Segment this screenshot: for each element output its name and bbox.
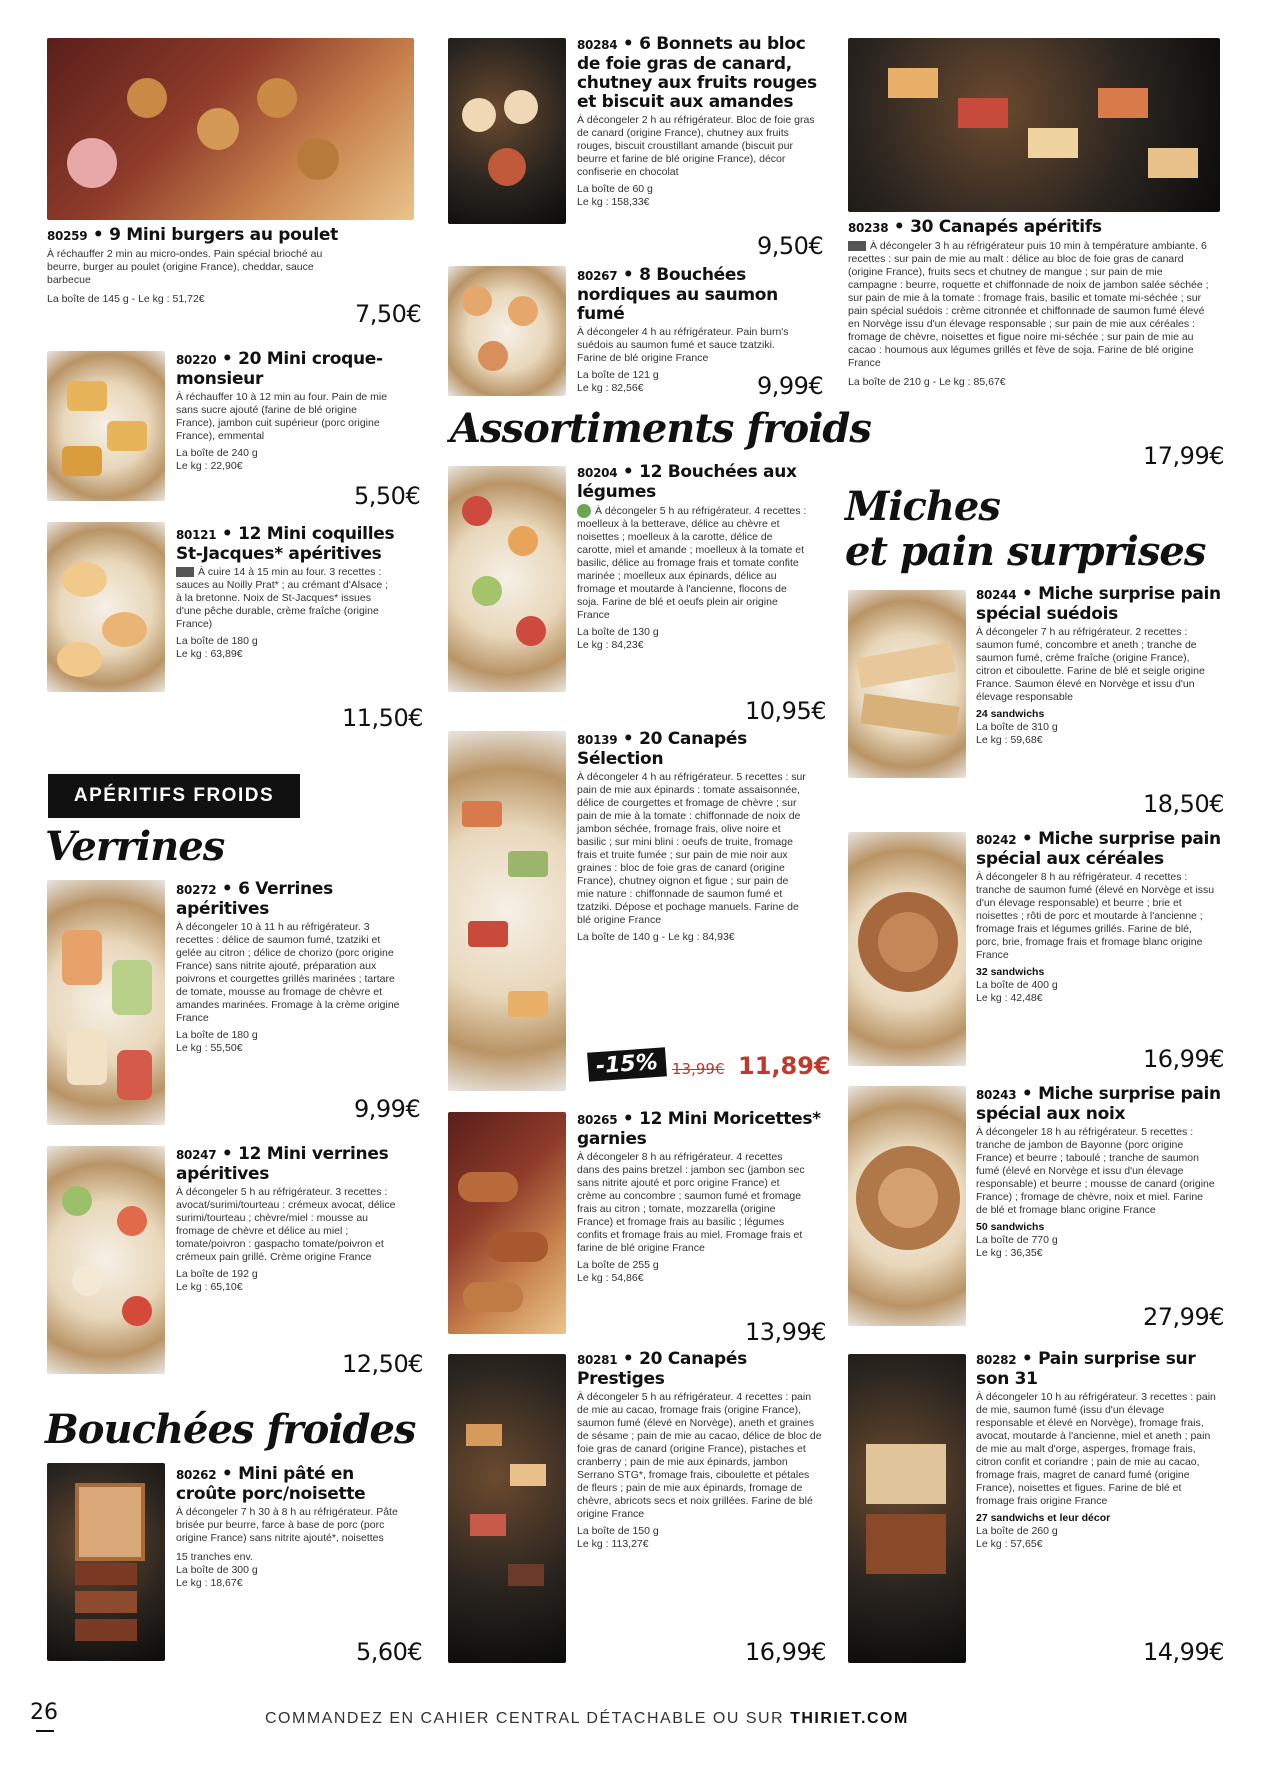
product-code: 80267 [577,269,618,283]
product-80262: 80262 • Mini pâté en croûte porc/noisette À décongeler 7 h 30 à 8 h au réfrigérateur. Pâte brisée pur beurre, farce à base de porc (porc origine France) sans nitrite ajouté*, noisettes 15 tranches env. La boîte de 300 g Le kg : 18,67€ [176,1465,416,1590]
product-weight: La boîte de 255 g [577,1259,659,1271]
product-description: À décongeler 4 h au réfrigérateur. 5 recettes : sur pain de mie aux épinards : tomate assaisonnée, délice de courgettes et fromage de chèvre ; sur pain de mie à la tomate : chiffonnade de noix de jambon séchée, fromage frais, olive noire et basilic ; sur mini blini : oeufs de truite, fromage frais et truite fumée ; sur pain de mie noir aux graines : bloc de foie gras de canard (origine France), chutney oignon et figue ; sur pain de mie nature : chiffonnade de saumon fumé et tzatziki. Dépose et pochage manuels. Farine de blé origine France [577,771,806,926]
product-code: 80259 [47,229,88,243]
product-title: 30 Canapés apéritifs [910,217,1102,237]
product-weight: La boîte de 150 g [577,1525,659,1537]
product-80284: 80284 • 6 Bonnets au bloc de foie gras de canard, chutney aux fruits rouges et biscuit aux amandes À décongeler 2 h au réfrigérateur. Bloc de foie gras de canard (origine France), chutney aux fruits rouges, biscuit croustillant amande (biscuit pur beurre et farine de blé origine France), décor confiserie en chocolat La boîte de 60 g Le kg : 158,33€ [577,35,822,209]
product-weight-kg: Le kg : 22,90€ [176,460,243,472]
moricettes-photo [448,1112,566,1334]
product-description: À réchauffer 10 à 12 min au four. Pain de mie sans sucre ajouté (farine de blé origine France), jambon cuit supérieur (porc origine France), emmental [176,391,388,442]
product-description: À décongeler 3 h au réfrigérateur puis 10 min à température ambiante. 6 recettes : sur pain de mie au malt : délice au bloc de foie gras de canard (origine France), fruits secs et chutney de mangue ; sur pain de mie campagne : beurre, roquette et chiffonnade de noix de jambon salée séchée ; sur pain de mie à la tomate : fromage frais, basilic et tomate mi-séchée ; sur pain spécial suédois : crème citronnée et chiffonnade de saumon fumé élevé en Norvège issu d'un élevage responsable ; sur pain de mie aux céréales : fromage de chèvre, noisettes et figue noire mi-séchée ; sur pain de mie au cacao : houmous aux légumes grillés et fève de soja. Farine de blé origine France [848,240,1209,369]
section-title-verrines: Verrines [45,823,225,870]
product-code: 80139 [577,733,618,747]
product-weight: La boîte de 300 g [176,1564,258,1576]
product-description: À décongeler 4 h au réfrigérateur. Pain burn's suédois au saumon fumé et sauce tzatziki. Farine de blé origine France [577,326,789,364]
product-price: 14,99€ [1143,1638,1224,1666]
product-code: 80247 [176,1148,217,1162]
product-weight-kg: Le kg : 59,68€ [976,734,1043,746]
product-description: À décongeler 10 à 11 h au réfrigérateur. 3 recettes : délice de saumon fumé, tzatziki et gelée au citron ; délice de chorizo (porc origine France) sans nitrite ajouté, préparation aux poivrons et courgettes grillés marinées ; tartare de tomate, mousse au fromage de chèvre et amandes marinées. Fromage à la crème origine France [176,921,400,1024]
fish-icon [848,241,866,251]
product-description: À décongeler 2 h au réfrigérateur. Bloc de foie gras de canard (origine France), chutney aux fruits rouges, biscuit croustillant amande (biscuit pur beurre et farine de blé origine France), décor confiserie en chocolat [577,114,815,178]
product-weight-kg: Le kg : 82,56€ [577,382,644,394]
product-code: 80284 [577,38,618,52]
product-code: 80244 [976,588,1017,602]
product-weight-kg: Le kg : 65,10€ [176,1281,243,1293]
product-weight: La boîte de 180 g [176,1029,258,1041]
section-title-miches: Miches [845,483,1000,530]
sandwich-count: 24 sandwichs [976,708,1045,720]
product-title: 6 Bonnets au bloc de foie gras de canard, chutney aux fruits rouges et biscuit aux amandes [577,34,817,112]
product-description: À décongeler 7 h 30 à 8 h au réfrigérateur. Pâte brisée pur beurre, farce à base de porc (porc origine France) sans nitrite ajouté*, noisettes [176,1506,398,1544]
product-description: À décongeler 5 h au réfrigérateur. 3 recettes : avocat/surimi/tourteau : crémeux avocat, délice surimi/tourteau ; chèvre/miel : mousse au fromage de chèvre et délice au miel ; tomate/poivron : gaspacho tomate/poivron et crémeux pain grillé. Crème origine France [176,1186,396,1263]
product-80220: 80220 • 20 Mini croque-monsieur À réchauffer 10 à 12 min au four. Pain de mie sans sucre ajouté (farine de blé origine France), jambon cuit supérieur (porc origine France), emmental La boîte de 240 g Le kg : 22,90€ [176,350,416,473]
product-title: 20 Canapés Prestiges [577,1349,747,1389]
old-price: 13,99€ [672,1060,725,1078]
product-title: 12 Mini Moricettes* garnies [577,1109,821,1149]
product-80265: 80265 • 12 Mini Moricettes* garnies À décongeler 8 h au réfrigérateur. 4 recettes dans des pains bretzel : jambon sec (jambon sec sans nitrite ajouté et porc origine France) et crème au concombre ; saumon fumé et fromage frais au citron ; tomate, mozzarella (origine France) et fromage frais au basilic ; légumes confits et fromage frais au miel. Fromage frais et farine de blé origine France La boîte de 255 g Le kg : 54,86€ [577,1109,821,1284]
product-weight: La boîte de 145 g - Le kg : 51,72€ [47,293,205,305]
product-description: À décongeler 7 h au réfrigérateur. 2 recettes : saumon fumé, concombre et aneth ; tranche de saumon fumé, crème fraîche (origine France), citron et ciboulette. Farine de blé et seigle origine France. Saumon élevé en Norvège et issu d'un élevage responsable [976,626,1205,703]
footer-order-text: COMMANDEZ EN CAHIER CENTRAL DÉTACHABLE OU SUR [265,1710,791,1727]
product-price: 9,99€ [757,372,824,400]
product-description: À cuire 14 à 15 min au four. 3 recettes : sauces au Noilly Prat* ; au crémant d'Alsace ; à la bretonne. Noix de St-Jacques* issues d'une pêche durable, crème fraîche (origine France) [176,566,389,630]
product-price: 11,89€ [738,1052,831,1080]
product-title: 12 Mini verrines apéritives [176,1144,389,1184]
footer-text [265,1710,909,1728]
canapes-selection-photo [448,731,566,1091]
bouchees-saumon-photo [448,266,566,396]
fishing-boat-icon [176,567,194,577]
product-price: 12,50€ [342,1350,423,1378]
verrines-photo [47,880,165,1125]
product-description: À décongeler 8 h au réfrigérateur. 4 recettes dans des pains bretzel : jambon sec (jambon sec sans nitrite ajouté et porc origine France) et crème au concombre ; saumon fumé et fromage frais au citron ; tomate, mozzarella (origine France) et fromage frais au basilic ; légumes confits et fromage frais au miel. Fromage frais et farine de blé origine France [577,1151,805,1254]
product-code: 80243 [976,1088,1017,1102]
mini-burgers-photo [47,38,414,220]
product-weight-kg: Le kg : 84,23€ [577,639,644,651]
product-80121: 80121 • 12 Mini coquilles St-Jacques* apéritives À cuire 14 à 15 min au four. 3 recettes : sauces au Noilly Prat* ; au crémant d'Alsace ; à la bretonne. Noix de St-Jacques* issues d'une pêche durable, crème fraîche (origine France) La boîte de 180 g Le kg : 63,89€ [176,525,416,661]
product-price: 11,50€ [342,704,423,732]
product-weight-kg: Le kg : 18,67€ [176,1577,243,1589]
product-weight-kg: Le kg : 158,33€ [577,196,650,208]
product-title: Miche surprise pain spécial suédois [976,584,1221,624]
product-title: 12 Mini coquilles St-Jacques* apéritives [176,524,395,564]
bonnets-foie-gras-photo [448,38,566,224]
product-code: 80220 [176,353,217,367]
product-code: 80242 [976,833,1017,847]
product-description: À réchauffer 2 min au micro-ondes. Pain spécial brioché au beurre, burger au poulet (origine France), cheddar, sauce barbecue [47,248,323,286]
product-weight: La boîte de 60 g [577,183,653,195]
product-price: 9,50€ [757,232,824,260]
product-title: Miche surprise pain spécial aux noix [976,1084,1221,1124]
product-weight: La boîte de 130 g [577,626,659,638]
product-code: 80204 [577,466,618,480]
product-weight: La boîte de 121 g [577,369,659,381]
product-weight: La boîte de 240 g [176,447,258,459]
sandwich-count: 50 sandwichs [976,1221,1045,1233]
product-title: 20 Canapés Sélection [577,729,747,769]
product-80204: 80204 • 12 Bouchées aux légumes À décongeler 5 h au réfrigérateur. 4 recettes : moelleux à la betterave, délice au chèvre et noisettes ; moelleux à la carotte, délice de carotte, miel et amande ; moelleux à la tomate et basilic, délice au fromage frais et tomate confite marinée ; moelleux aux épinards, délice au fromage et moutarde à l'ancienne, flocons de soja. Farine de blé et oeufs plein air origine France La boîte de 130 g Le kg : 84,23€ [577,463,822,652]
product-title: Pain surprise sur son 31 [976,1349,1196,1389]
product-code: 80121 [176,528,217,542]
product-weight-kg: Le kg : 57,65€ [976,1538,1043,1550]
section-banner-aperitifs-froids: APÉRITIFS FROIDS [48,774,300,818]
product-price: 13,99€ [745,1318,826,1346]
product-title: 9 Mini burgers au poulet [109,225,338,245]
product-weight-kg: Le kg : 54,86€ [577,1272,644,1284]
product-price: 18,50€ [1143,790,1224,818]
product-title: 8 Bouchées nordiques au saumon fumé [577,265,778,324]
page-number-underline [36,1730,54,1732]
coquilles-photo [47,522,165,692]
product-weight-kg: Le kg : 36,35€ [976,1247,1043,1259]
product-description: À décongeler 10 h au réfrigérateur. 3 recettes : pain de mie, saumon fumé (issu d'un élevage responsable et élevé en Norvège), fromage frais, avocat, moutarde à l'ancienne, miel et aneth ; pain de mie au malt d'orge, asperges, fromage frais, citron confit et coriandre ; pain de mie au cacao, fromage frais, magret de canard fumé (origine France), noisettes et figues. Farine de blé et fromage frais origine France [976,1391,1216,1507]
product-80281: 80281 • 20 Canapés Prestiges À décongeler 5 h au réfrigérateur. 4 recettes : pain de mie au cacao, fromage frais (origine France), saumon fumé (élevé en Norvège), aneth et graines de sésame ; pain de mie au cacao, délice de bloc de foie gras de canard (origine France), pistaches et cranberry ; pain de mie aux épinards, jambon Serrano STG*, fromage frais, ciboulette et pétales de fleurs ; pain de mie aux épinards, fromage de chèvre, abricots secs et noix grillées. Farine de blé origine France La boîte de 150 g Le kg : 113,27€ [577,1349,822,1550]
product-price: 17,99€ [1143,442,1224,470]
product-80139: 80139 • 20 Canapés Sélection À décongeler 4 h au réfrigérateur. 5 recettes : sur pain de mie aux épinards : tomate assaisonnée, délice de courgettes et fromage de chèvre ; sur pain de mie à la tomate : chiffonnade de noix de jambon séchée, fromage frais, olive noire et basilic ; sur mini blini : oeufs de truite, fromage frais et truite fumée ; sur pain de mie noir aux graines : bloc de foie gras de canard (origine France), chutney oignon et figue ; sur pain de mie nature : chiffonnade de saumon fumé et tzatziki. Dépose et pochage manuels. Farine de blé origine France La boîte de 140 g - Le kg : 84,93€ [577,730,822,944]
product-code: 80262 [176,1468,217,1482]
product-weight: La boîte de 310 g [976,721,1058,733]
product-80259: 80259 • 9 Mini burgers au poulet À réchauffer 2 min au micro-ondes. Pain spécial brioché au beurre, burger au poulet (origine France), cheddar, sauce barbecue La boîte de 145 g - Le kg : 51,72€ [47,226,417,306]
product-weight-kg: Le kg : 63,89€ [176,648,243,660]
product-weight: La boîte de 140 g - Le kg : 84,93€ [577,931,735,943]
product-80282: 80282 • Pain surprise sur son 31 À décongeler 10 h au réfrigérateur. 3 recettes : pain de mie, saumon fumé (issu d'un élevage responsable et élevé en Norvège), fromage frais, avocat, moutarde à l'ancienne, miel et aneth ; pain de mie au malt d'orge, asperges, fromage frais, citron confit et coriandre ; pain de mie au cacao, fromage frais, magret de canard fumé (origine France), noisettes et figues. Farine de blé et fromage frais origine France 27 sandwichs et leur décor La boîte de 260 g Le kg : 57,65€ [976,1350,1221,1551]
vegetarian-badge-icon [577,504,591,518]
section-title-assortiments-froids: Assortiments froids [450,405,871,452]
product-price: 5,60€ [356,1638,423,1666]
sandwich-count: 27 sandwichs et leur décor [976,1512,1111,1524]
product-price: 7,50€ [355,300,422,328]
product-code: 80281 [577,1353,618,1367]
product-price: 10,95€ [745,697,826,725]
product-80238: 80238 • 30 Canapés apéritifs À décongeler 3 h au réfrigérateur puis 10 min à température ambiante. 6 recettes : sur pain de mie au malt : délice au bloc de foie gras de canard (origine France), fruits secs et chutney de mangue ; sur pain de mie campagne : beurre, roquette et chiffonnade de noix de jambon salée séchée ; sur pain de mie à la tomate : fromage frais, basilic et tomate mi-séchée ; sur pain spécial suédois : crème citronnée et chiffonnade de saumon fumé élevé en Norvège issu d'un élevage responsable ; sur pain de mie aux céréales : fromage de chèvre, noisettes et figue noire mi-séchée ; sur pain de mie au cacao : houmous aux légumes grillés et fève de soja. Farine de blé origine France La boîte de 210 g - Le kg : 85,67€ [848,218,1220,389]
product-weight: La boîte de 400 g [976,979,1058,991]
product-weight: La boîte de 260 g [976,1525,1058,1537]
discount-badge: -15% [587,1047,667,1081]
product-weight: La boîte de 192 g [176,1268,258,1280]
pate-croute-photo [47,1463,165,1661]
product-80244: 80244 • Miche surprise pain spécial suédois À décongeler 7 h au réfrigérateur. 2 recettes : saumon fumé, concombre et aneth ; tranche de saumon fumé, crème fraîche (origine France), citron et ciboulette. Farine de blé et seigle origine France. Saumon élevé en Norvège et issu d'un élevage responsable 24 sandwichs La boîte de 310 g Le kg : 59,68€ [976,584,1221,746]
product-price: 27,99€ [1143,1303,1224,1331]
product-weight-kg: Le kg : 55,50€ [176,1042,243,1054]
footer-website-link[interactable]: THIRIET.COM [790,1710,909,1727]
page-number: 26 [30,1700,58,1725]
product-80267: 80267 • 8 Bouchées nordiques au saumon fumé À décongeler 4 h au réfrigérateur. Pain burn's suédois au saumon fumé et sauce tzatziki. Farine de blé origine France La boîte de 121 g Le kg : 82,56€ [577,266,822,395]
product-price: 16,99€ [1143,1045,1224,1073]
product-code: 80238 [848,221,889,235]
product-code: 80272 [176,883,217,897]
product-80247: 80247 • 12 Mini verrines apéritives À décongeler 5 h au réfrigérateur. 3 recettes : avocat/surimi/tourteau : crémeux avocat, délice surimi/tourteau ; chèvre/miel : mousse au fromage de chèvre et délice au miel ; tomate/poivron : gaspacho tomate/poivron et crémeux pain grillé. Crème origine France La boîte de 192 g Le kg : 65,10€ [176,1145,416,1294]
product-description: À décongeler 18 h au réfrigérateur. 5 recettes : tranche de jambon de Bayonne (porc origine France) et beurre ; taboulé ; tranche de saumon fumé (élevé en Norvège et issu d'un élevage responsable) et beurre ; mousse de canard (origine France) ; fromage de chèvre, noix et miel. Farine de blé et fromage blanc origine France [976,1126,1215,1216]
bouchees-legumes-photo [448,466,566,692]
product-description: À décongeler 5 h au réfrigérateur. 4 recettes : pain de mie au cacao, fromage frais (origine France), saumon fumé (élevé en Norvège), aneth et graines de sésame ; pain de mie au cacao, délice de bloc de foie gras de canard (origine France), pistaches et cranberry ; pain de mie aux épinards, jambon Serrano STG*, fromage frais, ciboulette et pétales de fleurs ; pain de mie aux épinards, fromage de chèvre, abricots secs et noix grillées. Farine de blé origine France [577,1391,822,1520]
product-title: 20 Mini croque-monsieur [176,349,383,389]
section-title-pain-surprises: et pain surprises [845,528,1206,575]
product-title: 12 Bouchées aux légumes [577,462,797,502]
product-portions: 15 tranches env. [176,1551,253,1563]
product-price: 5,50€ [354,482,421,510]
canapes-prestiges-photo [448,1354,566,1663]
mini-verrines-photo [47,1146,165,1374]
section-title-bouchees-froides: Bouchées froides [45,1406,416,1453]
sandwich-count: 32 sandwichs [976,966,1045,978]
product-weight: La boîte de 180 g [176,635,258,647]
canapes-aperitifs-photo [848,38,1220,212]
pain-surprise-31-photo [848,1354,966,1663]
product-price: 16,99€ [745,1638,826,1666]
product-description: À décongeler 5 h au réfrigérateur. 4 recettes : moelleux à la betterave, délice au chèvre et noisettes ; moelleux à la carotte, délice de carotte, miel et amande ; moelleux à la tomate et basilic, délice au fromage frais et tomate confite marinée ; moelleux aux épinards, délice au fromage et moutarde à l'ancienne, flocons de soja. Farine de blé et oeufs plein air origine France [577,504,807,621]
product-title: Mini pâté en croûte porc/noisette [176,1464,366,1504]
product-80242: 80242 • Miche surprise pain spécial aux céréales À décongeler 8 h au réfrigérateur. 4 recettes : tranche de saumon fumé (élevé en Norvège et issu d'un élevage responsable) et beurre ; brie et noisettes ; rôti de porc et moutarde à l'ancienne ; fromage frais et légumes grillés. Farine de blé, porc, brie, fromage frais et fromage blanc origine France 32 sandwichs La boîte de 400 g Le kg : 42,48€ [976,829,1221,1004]
product-weight-kg: Le kg : 42,48€ [976,992,1043,1004]
product-description: À décongeler 8 h au réfrigérateur. 4 recettes : tranche de saumon fumé (élevé en Norvège et issu d'un élevage responsable) et beurre ; brie et noisettes ; rôti de porc et moutarde à l'ancienne ; fromage frais et légumes grillés. Farine de blé, porc, brie, fromage frais et fromage blanc origine France [976,871,1215,961]
product-80243: 80243 • Miche surprise pain spécial aux noix À décongeler 18 h au réfrigérateur. 5 recettes : tranche de jambon de Bayonne (porc origine France) et beurre ; taboulé ; tranche de saumon fumé (élevé en Norvège et issu d'un élevage responsable) et beurre ; mousse de canard (origine France) ; fromage de chèvre, noix et miel. Farine de blé et fromage blanc origine France 50 sandwichs La boîte de 770 g Le kg : 36,35€ [976,1084,1221,1259]
product-80272: 80272 • 6 Verrines apéritives À décongeler 10 à 11 h au réfrigérateur. 3 recettes : délice de saumon fumé, tzatziki et gelée au citron ; délice de chorizo (porc origine France) sans nitrite ajouté, préparation aux poivrons et courgettes grillés marinées ; tartare de tomate, mousse au fromage de chèvre et amandes marinées. Fromage à la crème origine France La boîte de 180 g Le kg : 55,50€ [176,880,416,1055]
product-title: Miche surprise pain spécial aux céréales [976,829,1221,869]
product-code: 80265 [577,1113,618,1127]
product-code: 80282 [976,1353,1017,1367]
product-price: 9,99€ [354,1095,421,1123]
miche-suedois-photo [848,590,966,778]
miche-noix-photo [848,1086,966,1326]
croque-monsieur-photo [47,351,165,501]
product-weight: La boîte de 770 g [976,1234,1058,1246]
product-weight: La boîte de 210 g - Le kg : 85,67€ [848,376,1006,388]
product-weight-kg: Le kg : 113,27€ [577,1538,649,1550]
miche-cereales-photo [848,832,966,1066]
product-title: 6 Verrines apéritives [176,879,333,919]
